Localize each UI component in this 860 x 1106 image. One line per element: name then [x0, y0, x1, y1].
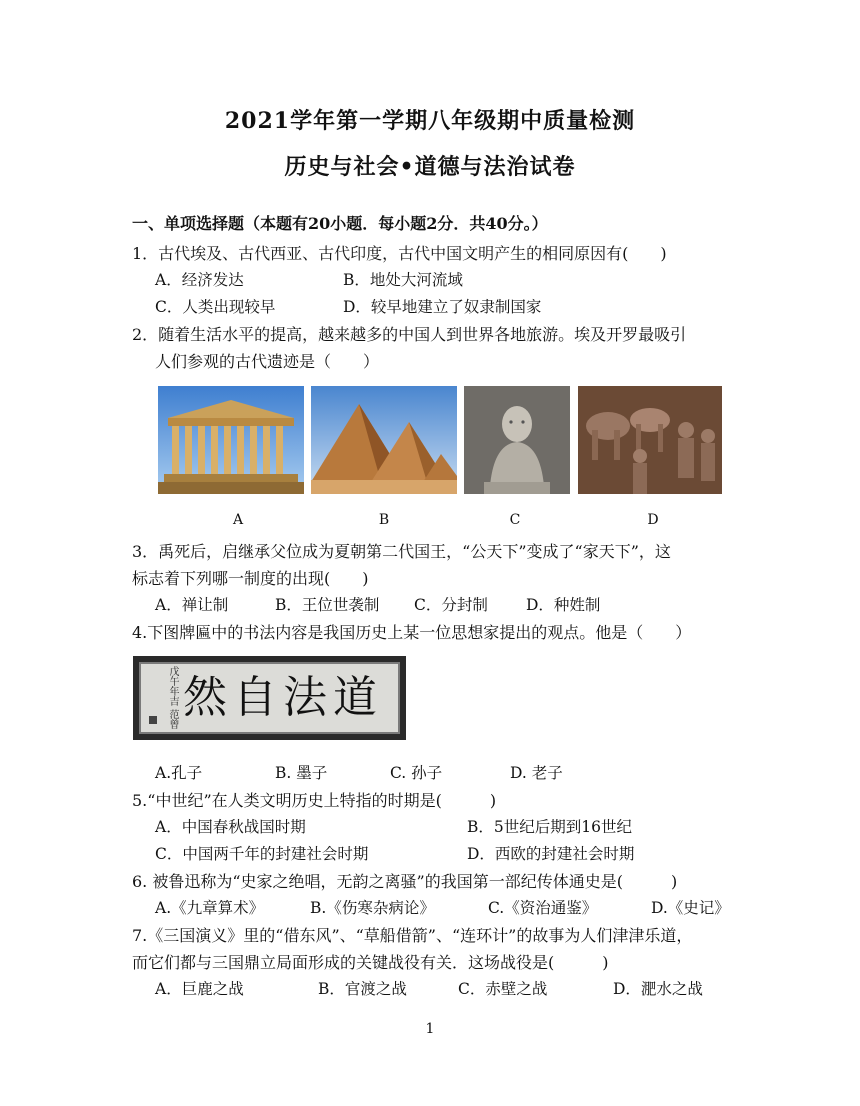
buddha-statue-photo — [464, 386, 570, 494]
plaque-inscription: 戊午年吉 范曾 — [167, 666, 178, 730]
question-3-line-1: 3．禹死后，启继承父位成为夏朝第二代国王，“公天下”变成了“家天下”，这 — [132, 542, 671, 561]
exam-subtitle: 历史与社会•道德与法治试卷 — [284, 154, 576, 180]
q5-option-a: A．中国春秋战国时期 — [155, 818, 306, 836]
image-label-d: D — [647, 512, 659, 528]
q4-option-b: B. 墨子 — [275, 764, 328, 782]
q7-option-a: A．巨鹿之战 — [155, 980, 244, 998]
question-2-line-1: 2．随着生活水平的提高，越来越多的中国人到世界各地旅游。埃及开罗最吸引 — [132, 325, 687, 344]
question-2-line-2: 人们参观的古代遗迹是（ ） — [155, 352, 380, 371]
question-5: 5.“中世纪”在人类文明历史上特指的时期是( ) — [132, 791, 497, 810]
q4-option-d: D. 老子 — [510, 764, 563, 782]
calligraphy-plaque — [133, 656, 406, 740]
q5-option-d: D．西欧的封建社会时期 — [467, 845, 635, 863]
q6-option-a: A.《九章算术》 — [155, 899, 265, 917]
seal-stamp — [149, 716, 157, 724]
section-heading: 一、单项选择题（本题有20小题．每小题2分．共40分。） — [132, 214, 548, 233]
q3-option-c: C．分封制 — [414, 596, 488, 614]
q1-option-b: B．地处大河流域 — [343, 271, 463, 289]
image-label-a: A — [232, 512, 244, 528]
plaque-calligraphy: 道法自然 — [183, 672, 383, 723]
question-7-line-1: 7.《三国演义》里的“借东风”、“草船借箭”、“连环计”的故事为人们津津乐道， — [132, 926, 693, 945]
q3-option-a: A．禅让制 — [155, 596, 229, 614]
parthenon-photo — [158, 386, 304, 494]
q1-option-d: D．较早地建立了奴隶制国家 — [343, 298, 542, 316]
q5-option-b: B．5世纪后期到16世纪 — [467, 818, 632, 836]
q1-option-a: A．经济发达 — [155, 271, 244, 289]
q7-option-b: B．官渡之战 — [318, 980, 407, 998]
q6-option-b: B.《伤寒杂病论》 — [310, 899, 435, 917]
q4-option-c: C. 孙子 — [390, 764, 443, 782]
q5-option-c: C．中国两千年的封建社会时期 — [155, 845, 369, 863]
q3-option-d: D．种姓制 — [526, 596, 601, 614]
image-label-c: C — [509, 512, 521, 528]
question-4: 4.下图牌匾中的书法内容是我国历史上某一位思想家提出的观点。他是（ ） — [132, 623, 692, 642]
q6-option-c: C.《资治通鉴》 — [488, 899, 598, 917]
question-6: 6. 被鲁迅称为“史家之绝唱，无韵之离骚”的我国第一部纪传体通史是( ) — [132, 872, 678, 891]
pyramids-photo — [311, 386, 457, 494]
question-3-line-2: 标志着下列哪一制度的出现( ) — [132, 569, 369, 588]
q3-option-b: B．王位世袭制 — [275, 596, 380, 614]
q7-option-c: C．赤壁之战 — [458, 980, 548, 998]
question-1: 1．古代埃及、古代西亚、古代印度，古代中国文明产生的相同原因有( ) — [132, 244, 667, 263]
image-label-b: B — [378, 512, 390, 528]
q1-option-c: C．人类出现较早 — [155, 298, 276, 316]
q6-option-d: D.《史记》 — [651, 899, 730, 917]
terracotta-army-photo — [578, 386, 722, 494]
q7-option-d: D．淝水之战 — [613, 980, 703, 998]
page-number: 1 — [425, 1021, 435, 1037]
question-7-line-2: 而它们都与三国鼎立局面形成的关键战役有关．这场战役是( ) — [132, 953, 609, 972]
exam-title: 2021学年第一学期八年级期中质量检测 — [224, 108, 636, 134]
q4-option-a: A.孔子 — [155, 764, 203, 782]
